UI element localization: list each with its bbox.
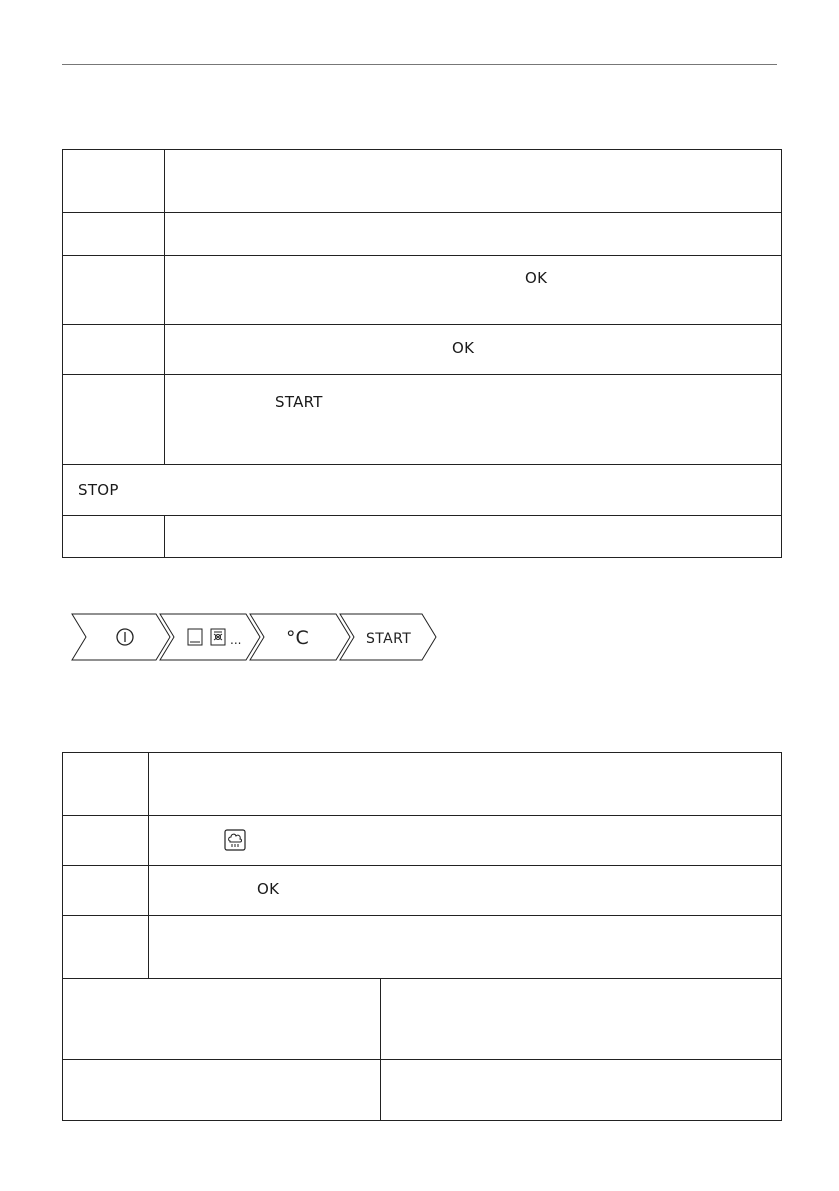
table-1-row-divider — [63, 212, 781, 213]
start-label: START — [275, 393, 323, 411]
operation-sequence — [70, 613, 440, 663]
instructions-table-1 — [62, 149, 782, 558]
steam-icon — [224, 829, 246, 851]
power-icon — [117, 629, 133, 645]
instructions-table-2 — [62, 752, 782, 1121]
ok-label: OK — [525, 269, 548, 287]
table-1-row-divider — [63, 324, 781, 325]
table-1-row-divider — [63, 255, 781, 256]
stop-label: STOP — [78, 481, 119, 499]
header-rule — [62, 64, 777, 65]
table-2-row-divider — [63, 1059, 781, 1060]
temperature-label: °C — [286, 627, 309, 649]
table-1-column-divider-lower — [164, 515, 165, 558]
sequence-step-2 — [160, 614, 260, 660]
table-2-row-divider — [63, 865, 781, 866]
table-2-row-divider — [63, 978, 781, 979]
ok-label: OK — [257, 880, 280, 898]
sequence-step-1 — [72, 614, 170, 660]
ok-label: OK — [452, 339, 475, 357]
table-1-row-divider — [63, 515, 781, 516]
start-label: START — [366, 631, 412, 647]
table-2-column-divider-lower — [380, 978, 381, 1121]
oven-function-suffix: ... — [230, 633, 242, 647]
table-1-row-divider — [63, 374, 781, 375]
table-1-row-divider — [63, 464, 781, 465]
table-2-row-divider — [63, 915, 781, 916]
oven-function-icons — [188, 629, 225, 645]
table-1-column-divider-upper — [164, 150, 165, 465]
table-2-row-divider — [63, 815, 781, 816]
